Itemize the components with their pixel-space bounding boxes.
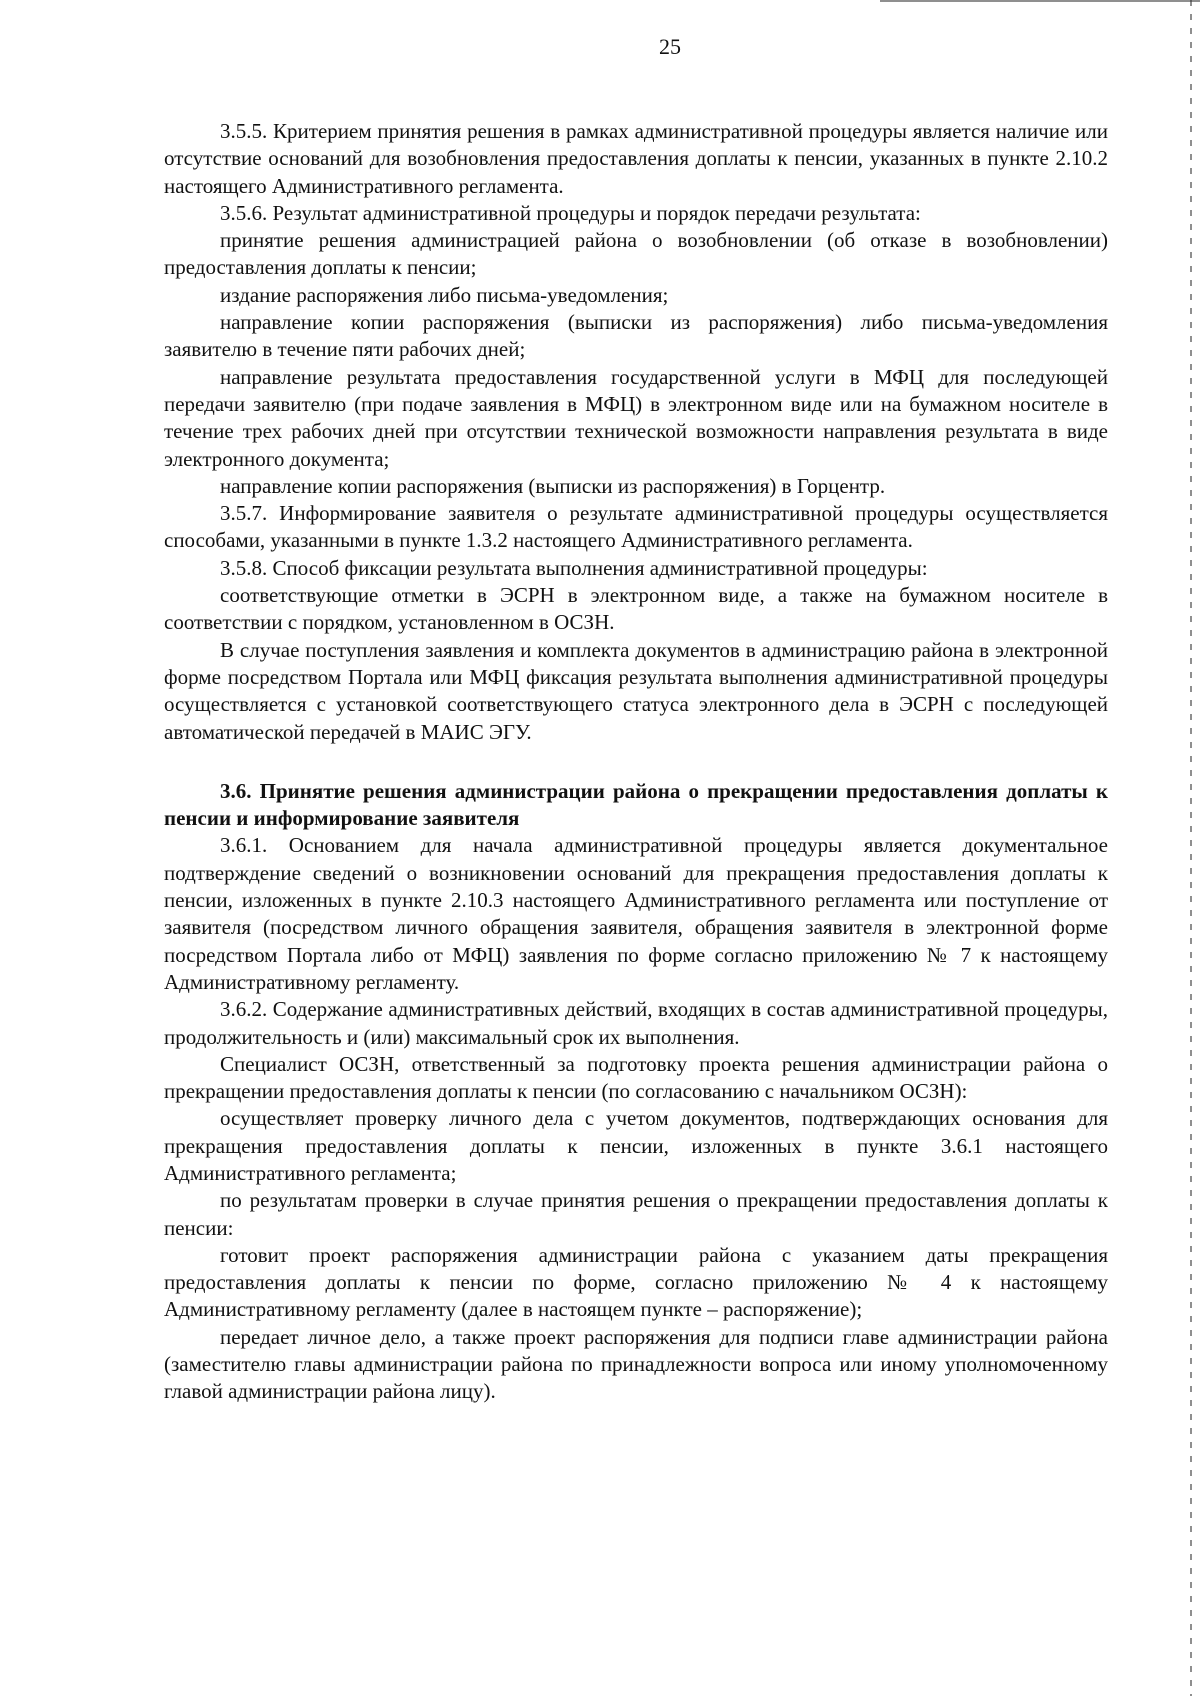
list-item-copy-to-applicant: направление копии распоряжения (выписки из распоряжения) либо письма-уведомления заявителю в течение пяти рабочих дней; (164, 310, 1108, 362)
document-body (164, 118, 1108, 1406)
list-item-decision: принятие решения администрацией района о возобновлении (об отказе в возобновлении) предоставления доплаты к пенсии; (164, 228, 1108, 280)
scan-top-edge (880, 0, 1200, 2)
list-item-copy-to-gorcentr: направление копии распоряжения (выписки из распоряжения) в Горцентр. (220, 473, 886, 498)
list-item-result-to-mfc: направление результата предоставления государственной услуги в МФЦ для последующей передачи заявителю (при подаче заявления в МФЦ) в электронном виде или на бумажном носителе в течение трех рабочих дней при отсутствии технической возможности направления результата в виде электронного документа; (164, 364, 1108, 471)
paragraph-3-5-5: 3.5.5. Критерием принятия решения в рамках административной процедуры является наличие или отсутствие оснований для возобновления предоставления доплаты к пенсии, указанных в пункте 2.10.2 настоящего Административного регламента. (164, 119, 1108, 198)
paragraph-3-5-7: 3.5.7. Информирование заявителя о результате административной процедуры осуществляется способами, указанными в пункте 1.3.2 настоящего Административного регламента. (164, 501, 1108, 553)
paragraph-3-6-2: 3.6.2. Содержание административных действий, входящих в состав административной процедуры, продолжительность и (или) максимальный срок их выполнения. (164, 997, 1108, 1049)
page-number: 25 (659, 34, 681, 59)
paragraph-3-6-1: 3.6.1. Основанием для начала административной процедуры является документальное подтверждение сведений о возникновении оснований для прекращения предоставления доплаты к пенсии, изложенных в пункте 2.10.3 настоящего Административного регламента или поступление от заявителя (посредством личного обращения заявителя, обращения заявителя в электронной форме посредством Портала либо от МФЦ) заявления по форме согласно приложению № 7 к настоящему Административному регламенту. (164, 833, 1108, 994)
paragraph-electronic-case: В случае поступления заявления и комплекта документов в администрацию района в электронной форме посредством Портала или МФЦ фиксация результата выполнения административной процедуры осуществляется с установкой соответствующего статуса электронного дела в ЭСРН с последующей автоматической передачей в МАИС ЭГУ. (164, 637, 1108, 744)
paragraph-3-5-8: 3.5.8. Способ фиксации результата выполнения административной процедуры: (220, 555, 928, 580)
list-item-transfer-case: передает личное дело, а также проект распоряжения для подписи главе администрации района (заместителю главы администрации района по принадлежности вопроса или иному уполномоченному главой администрации района лицу). (164, 1324, 1108, 1404)
paragraph-3-5-6: 3.5.6. Результат административной процедуры и порядок передачи результата: (220, 200, 921, 225)
list-item-prepare-order: готовит проект распоряжения администрации района с указанием даты прекращения предоставления доплаты к пенсии по форме, согласно приложению № 4 к настоящему Административному регламенту (далее в настоящем пункте – распоряжение); (164, 1242, 1108, 1322)
section-heading-3-6: 3.6. Принятие решения администрации района о прекращении предоставления доплаты к пенсии и информирование заявителя (164, 778, 1108, 831)
list-item-check-results: по результатам проверки в случае принятия решения о прекращении предоставления доплаты к пенсии: (164, 1188, 1108, 1240)
list-item-check-case: осуществляет проверку личного дела с учетом документов, подтверждающих основания для прекращения предоставления доплаты к пенсии, изложенных в пункте 3.6.1 настоящего Административного регламента; (164, 1106, 1108, 1185)
list-item-esrn-marks: соответствующие отметки в ЭСРН в электронном виде, а также на бумажном носителе в соответствии с порядком, установленном в ОСЗН. (164, 583, 1108, 635)
paragraph-specialist: Специалист ОСЗН, ответственный за подготовку проекта решения администрации района о прекращении предоставления доплаты к пенсии (по согласованию с начальником ОСЗН): (164, 1051, 1108, 1104)
list-item-order-issue: издание распоряжения либо письма-уведомления; (220, 282, 669, 307)
scan-right-edge (1190, 0, 1192, 1696)
